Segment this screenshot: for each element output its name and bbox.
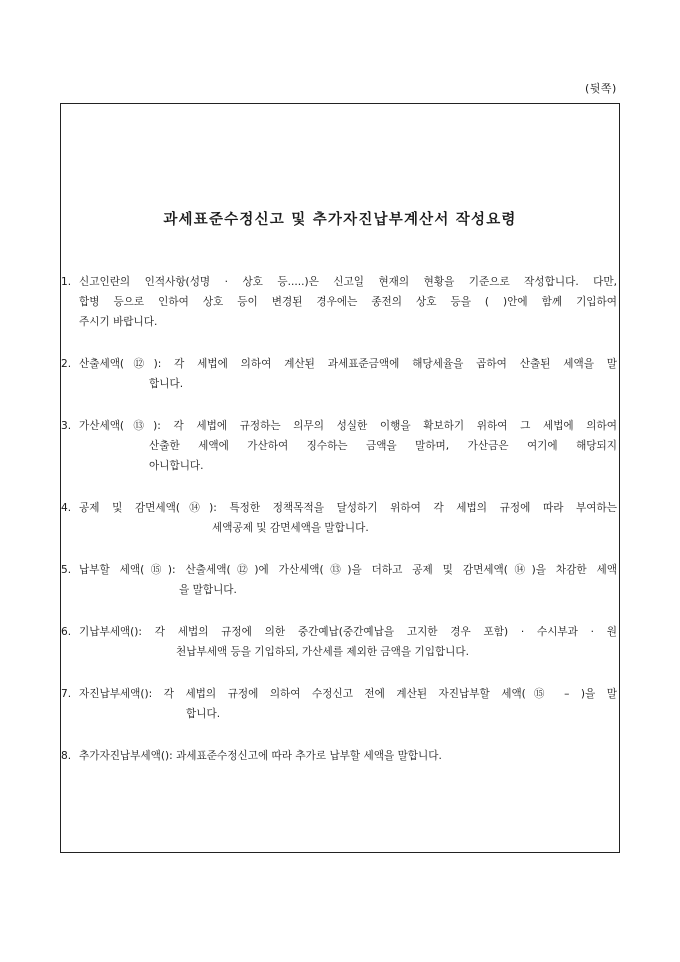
page-side-label: (뒷쪽) — [585, 82, 617, 95]
item-number: 1. — [61, 276, 72, 288]
instruction-item-2 — [61, 354, 619, 394]
item-text-line: 추가자진납부세액(): 과세표준수정신고에 따라 추가로 납부할 세액을 말합니다. — [79, 750, 442, 762]
item-text-line: 자진납부세액(): 각 세법의 규정에 의하여 수정신고 전에 계산된 자진납부할 세액(⑮ – )을 말 — [79, 688, 617, 700]
item-text-line: 합병 등으로 인하여 상호 등이 변경된 경우에는 종전의 상호 등을 ( )안에 함께 기입하여 — [79, 296, 617, 308]
item-number: 6. — [61, 626, 72, 638]
item-text-line: 세액공제 및 감면세액을 말합니다. — [212, 522, 369, 534]
item-number: 4. — [61, 502, 72, 514]
item-number: 8. — [61, 750, 72, 762]
instruction-item-8 — [61, 746, 619, 766]
item-text-line: 기납부세액(): 각 세법의 규정에 의한 중간예납(중간예납을 고지한 경우 포함) · 수시부과 · 원 — [79, 626, 617, 638]
instruction-item-7 — [61, 684, 619, 724]
item-number: 5. — [61, 564, 72, 576]
item-text-line: 공제 및 감면세액(⑭): 특정한 정책목적을 달성하기 위하여 각 세법의 규정에 따라 부여하는 — [79, 502, 617, 514]
item-text-line: 산출세액(⑫): 각 세법에 의하여 계산된 과세표준금액에 해당세율을 곱하여 산출된 세액을 말 — [79, 358, 617, 370]
item-number: 3. — [61, 420, 72, 432]
item-text-line: 아니합니다. — [149, 460, 204, 472]
document-title: 과세표준수정신고 및 추가자진납부계산서 작성요령 — [163, 211, 517, 228]
item-text-line: 가산세액(⑬): 각 세법에 규정하는 의무의 성실한 이행을 확보하기 위하여 그 세법에 의하여 — [79, 420, 617, 432]
item-text-line: 신고인란의 인적사항(성명 · 상호 등.....)은 신고일 현재의 현황을 기준으로 작성합니다. 다만, — [79, 276, 617, 288]
item-text-line: 천납부세액 등을 기입하되, 가산세를 제외한 금액을 기입합니다. — [176, 646, 470, 658]
instruction-item-1 — [61, 272, 619, 332]
item-number: 7. — [61, 688, 72, 700]
item-number: 2. — [61, 358, 72, 370]
instruction-item-3 — [61, 416, 619, 476]
item-text-line: 합니다. — [186, 708, 221, 720]
instruction-list — [61, 272, 619, 788]
item-text-line: 산출한 세액에 가산하여 징수하는 금액을 말하며, 가산금은 여기에 해당되지 — [149, 440, 617, 452]
item-text-line: 주시기 바랍니다. — [79, 316, 158, 328]
document-frame — [60, 103, 620, 853]
item-text-line: 납부할 세액(⑮): 산출세액(⑫)에 가산세액(⑬)을 더하고 공제 및 감면세액(⑭)을 차감한 세액 — [79, 564, 617, 576]
instruction-item-4 — [61, 498, 619, 538]
item-text-line: 합니다. — [149, 378, 184, 390]
item-text-line: 을 말합니다. — [179, 584, 237, 596]
instruction-item-5 — [61, 560, 619, 600]
instruction-item-6 — [61, 622, 619, 662]
